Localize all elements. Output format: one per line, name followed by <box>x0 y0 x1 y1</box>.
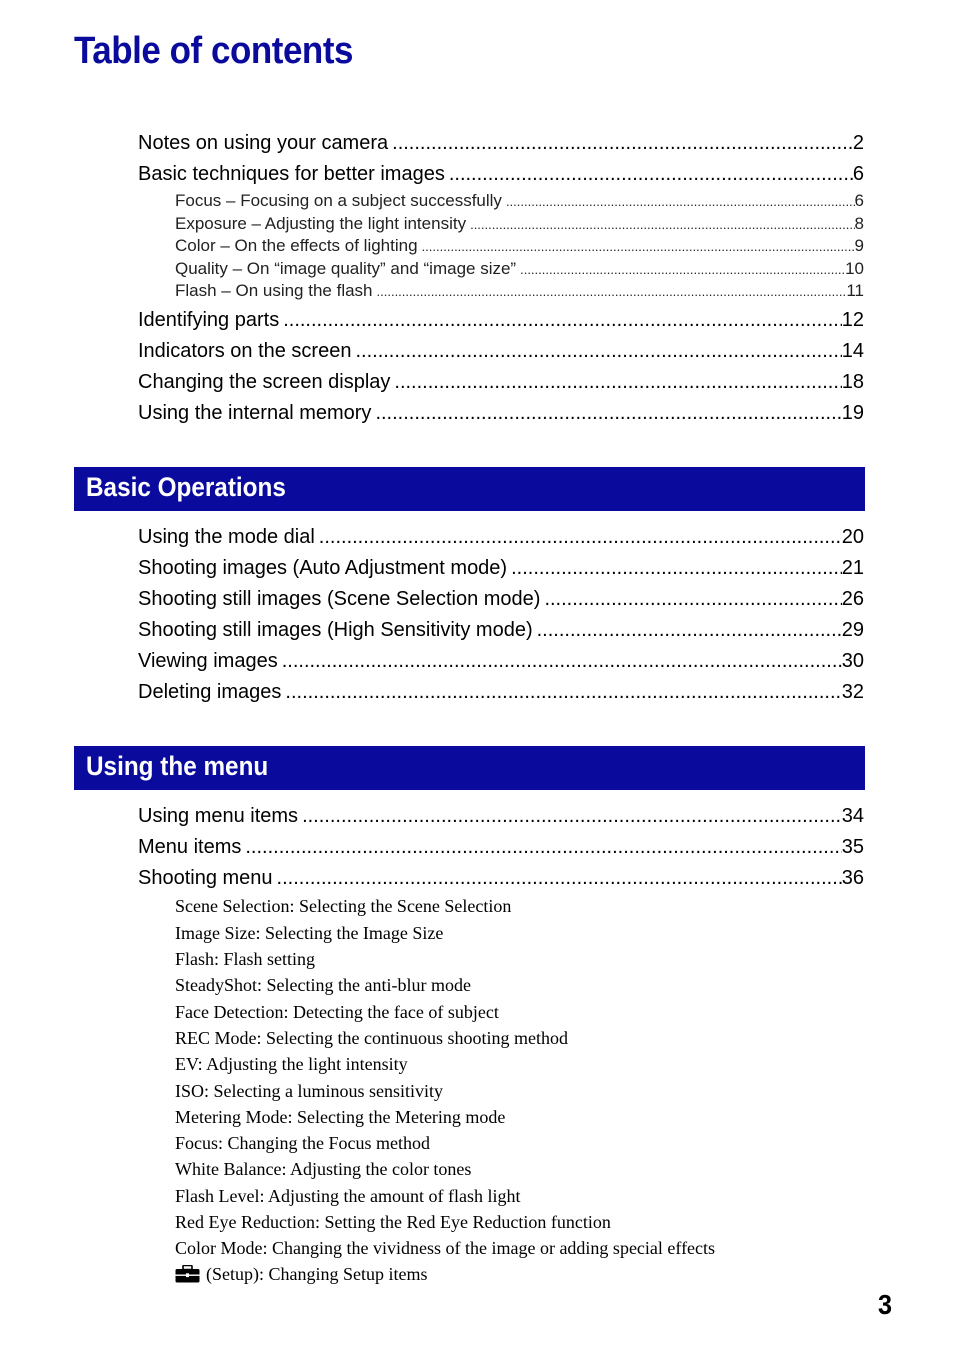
shooting-menu-item[interactable]: Metering Mode: Selecting the Metering mode <box>175 1107 506 1127</box>
shooting-menu-item[interactable]: Image Size: Selecting the Image Size <box>175 923 444 943</box>
toc-entry-page: 29 <box>841 619 864 641</box>
leader-dots <box>449 163 853 186</box>
leader-dots <box>520 262 845 277</box>
section-header-basic-operations <box>74 467 865 511</box>
toc-entry-page: 18 <box>841 371 864 393</box>
leader-dots <box>285 681 841 704</box>
leader-dots <box>422 239 855 254</box>
toc-subentry-page: 8 <box>854 214 864 233</box>
leader-dots <box>511 557 842 580</box>
leader-dots <box>283 309 842 332</box>
toc-entry[interactable] <box>138 619 864 645</box>
toc-entry-label: Changing the screen display <box>138 371 391 393</box>
leader-dots <box>375 402 841 425</box>
toc-entry-label: Notes on using your camera <box>138 132 389 154</box>
toc-entry-label: Shooting menu <box>138 867 273 889</box>
toc-entry[interactable] <box>138 309 864 335</box>
toc-entry-page: 30 <box>841 650 864 672</box>
shooting-menu-item[interactable]: Flash: Flash setting <box>175 949 316 969</box>
toc-entry[interactable] <box>138 650 864 676</box>
toc-entry-page: 6 <box>852 163 864 185</box>
toc-entry-page: 36 <box>841 867 864 889</box>
toc-subentry-page: 10 <box>845 259 864 278</box>
toc-subentry-page: 9 <box>854 236 864 255</box>
toc-subentry-label: Focus – Focusing on a subject successfully <box>175 191 502 210</box>
toc-subentry[interactable] <box>175 191 864 213</box>
shooting-menu-item[interactable]: REC Mode: Selecting the continuous shooting method <box>175 1028 568 1048</box>
toc-entry[interactable] <box>138 402 864 428</box>
shooting-menu-item[interactable]: Color Mode: Changing the vividness of the image or adding special effects <box>175 1238 716 1258</box>
toc-entry-label: Deleting images <box>138 681 282 703</box>
toc-entry-page: 12 <box>841 309 864 331</box>
toc-entry[interactable] <box>138 132 864 158</box>
shooting-menu-item[interactable]: White Balance: Adjusting the color tones <box>175 1159 472 1179</box>
toc-entry[interactable] <box>138 371 864 397</box>
leader-dots <box>355 340 841 363</box>
toc-entry-page: 14 <box>841 340 864 362</box>
shooting-menu-item[interactable]: Focus: Changing the Focus method <box>175 1133 430 1153</box>
leader-dots <box>277 867 842 890</box>
toc-subentry[interactable] <box>175 214 864 236</box>
setup-menu-item[interactable] <box>175 1264 427 1285</box>
leader-dots <box>377 284 847 299</box>
shooting-menu-item[interactable]: SteadyShot: Selecting the anti-blur mode <box>175 975 471 995</box>
toc-subentry[interactable] <box>175 236 864 258</box>
toc-entry[interactable] <box>138 805 864 831</box>
section-heading: Using the menu <box>86 751 269 781</box>
toc-entry-label: Identifying parts <box>138 309 280 331</box>
leader-dots <box>392 132 853 155</box>
shooting-menu-item[interactable]: EV: Adjusting the light intensity <box>175 1054 408 1074</box>
toc-subentry-label: Quality – On “image quality” and “image size” <box>175 259 517 278</box>
toc-entry-label: Using menu items <box>138 805 299 827</box>
toc-entry[interactable] <box>138 340 864 366</box>
leader-dots <box>394 371 841 394</box>
toc-entry-label: Menu items <box>138 836 242 858</box>
toc-entry[interactable] <box>138 867 864 893</box>
toc-entry-label: Indicators on the screen <box>138 340 352 362</box>
page-number: 3 <box>878 1289 893 1320</box>
leader-dots <box>282 650 842 673</box>
toc-entry-label: Viewing images <box>138 650 278 672</box>
toc-subentry-page: 6 <box>854 191 864 210</box>
toc-entry[interactable] <box>138 557 864 583</box>
section-header-using-the-menu <box>74 746 865 790</box>
toc-entry[interactable] <box>138 163 864 189</box>
toc-entry-page: 35 <box>841 836 864 858</box>
toc-entry[interactable] <box>138 836 864 862</box>
toc-entry-page: 26 <box>841 588 864 610</box>
toc-subentry[interactable] <box>175 259 864 281</box>
toc-subentry[interactable] <box>175 281 864 303</box>
shooting-menu-item[interactable]: Face Detection: Detecting the face of subject <box>175 1002 499 1022</box>
toc-entry-label: Using the internal memory <box>138 402 372 424</box>
shooting-menu-item[interactable]: Scene Selection: Selecting the Scene Selection <box>175 896 512 916</box>
leader-dots <box>245 836 841 859</box>
shooting-menu-item[interactable]: Red Eye Reduction: Setting the Red Eye Reduction function <box>175 1212 611 1232</box>
page-title: Table of contents <box>74 30 354 72</box>
toc-entry-page: 32 <box>841 681 864 703</box>
toc-entry-page: 19 <box>841 402 864 424</box>
toc-entry-page: 2 <box>852 132 864 154</box>
toc-entry[interactable] <box>138 681 864 707</box>
shooting-menu-item[interactable]: ISO: Selecting a luminous sensitivity <box>175 1081 443 1101</box>
toc-subentry-label: Exposure – Adjusting the light intensity <box>175 214 467 233</box>
toc-entry-page: 21 <box>841 557 864 579</box>
setup-item-label: (Setup): Changing Setup items <box>206 1264 428 1284</box>
toc-subentry-label: Flash – On using the flash <box>175 281 373 300</box>
leader-dots <box>537 619 842 642</box>
toc-subentry-label: Color – On the effects of lighting <box>175 236 418 255</box>
leader-dots <box>302 805 842 828</box>
toolbox-icon <box>175 1265 200 1283</box>
toc-entry-label: Shooting still images (Scene Selection mode) <box>138 588 541 610</box>
toc-entry-label: Shooting still images (High Sensitivity mode) <box>138 619 533 641</box>
toc-entry-page: 20 <box>841 526 864 548</box>
toc-subentry-page: 11 <box>846 281 864 300</box>
leader-dots <box>470 217 854 232</box>
toc-entry-label: Shooting images (Auto Adjustment mode) <box>138 557 508 579</box>
section-heading: Basic Operations <box>86 472 286 502</box>
leader-dots <box>506 194 855 209</box>
toc-entry[interactable] <box>138 588 864 614</box>
toc-entry[interactable] <box>138 526 864 552</box>
toc-entry-label: Using the mode dial <box>138 526 315 548</box>
leader-dots <box>544 588 841 611</box>
toc-entry-label: Basic techniques for better images <box>138 163 445 185</box>
shooting-menu-item[interactable]: Flash Level: Adjusting the amount of flash light <box>175 1186 521 1206</box>
toc-entry-page: 34 <box>841 805 864 827</box>
leader-dots <box>319 526 842 549</box>
